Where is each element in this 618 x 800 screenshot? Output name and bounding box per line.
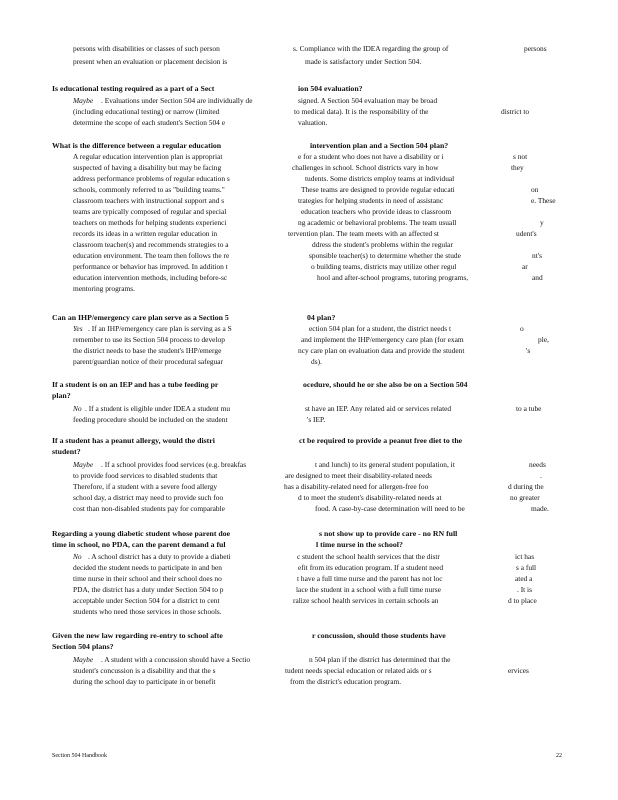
body-text: classroom teacher(s) and recommends strategies to a (73, 240, 229, 249)
body-text: from the district's education program. (290, 677, 402, 686)
answer-keyword: Maybe (73, 655, 94, 664)
body-text: classroom teachers with instructional support and s (73, 196, 225, 205)
body-text: made is satisfactory under Section 504. (305, 57, 422, 66)
body-text: sponsible teacher(s) to determine whether the stude (309, 251, 461, 260)
body-text: time nurse in their school and their school does no (73, 574, 222, 583)
body-text: trategies for helping students in need of assistanc (298, 196, 444, 205)
body-text: address performance problems of regular education s (73, 174, 230, 183)
body-text: d to meet the student's disability-related needs at (298, 493, 442, 502)
body-text: d to place (508, 596, 537, 605)
body-text: teams are typically composed of regular and special (73, 207, 227, 216)
body-text: ralize school health services in certain schools an (293, 596, 439, 605)
body-text: d during the (508, 482, 544, 491)
body-text: acceptable under Section 504 for a district to cent (73, 596, 220, 605)
body-text: teachers on methods for helping students experienci (73, 218, 227, 227)
body-text: feeding procedure should be included on the student (73, 415, 228, 424)
body-text: ection 504 plan for a student, the district needs t (309, 324, 452, 333)
body-text: parent/guardian notice of their procedural safeguar (73, 357, 223, 366)
answer-keyword: No (73, 552, 82, 561)
body-text: ict has (515, 552, 535, 561)
body-text: . If a student is eligible under IDEA a student mu (85, 404, 231, 413)
answer-keyword: Maybe (73, 96, 94, 105)
body-text: food. A case-by-case determination will need to be (315, 504, 465, 513)
question-heading: ion 504 evaluation? (298, 84, 363, 93)
body-text: mentoring programs. (73, 284, 135, 293)
body-text: n 504 plan if the district has determined that the (309, 655, 451, 664)
body-text: ddress the student's problems within the regular (312, 240, 453, 249)
body-text: and (532, 273, 543, 282)
question-heading: s not show up to provide care - no RN full (319, 529, 458, 538)
body-text: c student the school health services that the distr (297, 552, 440, 561)
body-text: challenges in school. School districts vary in how (292, 163, 439, 172)
body-text: . Evaluations under Section 504 are individually de (101, 96, 253, 105)
body-text: to a tube (516, 404, 542, 413)
question-heading: l time nurse in the school? (316, 540, 403, 549)
body-text: during the school day to participate in or benefit (73, 677, 216, 686)
body-text: cost than non-disabled students pay for comparable (73, 504, 225, 513)
body-text: to medical data). It is the responsibility of the (294, 107, 429, 116)
body-text: Therefore, if a student with a severe food allergy (73, 482, 218, 491)
body-text: student's concussion is a disability and that the s (73, 666, 216, 675)
body-text: lace the student in a school with a full time nurse (296, 585, 441, 594)
body-text: valuation. (298, 118, 328, 127)
question-heading: 04 plan? (307, 313, 336, 322)
body-text: schools, commonly referred to as "building teams." (73, 185, 225, 194)
question-heading: ct be required to provide a peanut free diet to the (299, 436, 463, 445)
body-text: tudents. Some districts employ teams at individual (305, 174, 455, 183)
question-heading: Regarding a young diabetic student whose parent doe (52, 529, 231, 538)
body-text: A regular education intervention plan is appropriat (73, 152, 223, 161)
body-text: tervention plan. The team meets with an affected st (288, 229, 439, 238)
body-text: . A school district has a duty to provide a diabeti (88, 552, 231, 561)
question-heading: Section 504 plans? (52, 642, 114, 651)
body-text: ervices (508, 666, 529, 675)
body-text: no greater (510, 493, 540, 502)
body-text: ple, (538, 335, 549, 344)
body-text: made. (531, 504, 549, 513)
body-text: education environment. The team then follows the re (73, 251, 230, 260)
question-heading: plan? (52, 391, 71, 400)
body-text: udent's (516, 229, 537, 238)
body-text: o building teams, districts may utilize other regul (311, 262, 457, 271)
body-text: . If an IHP/emergency care plan is serving as a S (88, 324, 232, 333)
body-text: PDA, the district has a duty under Section 504 to p (73, 585, 224, 594)
body-text: they (511, 163, 524, 172)
body-text: determine the scope of each student's Section 504 e (73, 118, 225, 127)
body-text: present when an evaluation or placement decision is (73, 57, 228, 66)
body-text: s not (513, 152, 528, 161)
footer-title: Section 504 Handbook (52, 753, 107, 759)
body-text: . A student with a concussion should have a Sectio (101, 655, 251, 664)
body-text: (including educational testing) or narrow (limited (73, 107, 220, 116)
body-text: ds). (311, 357, 322, 366)
body-text: 's (526, 346, 531, 355)
body-text: to provide food services to disabled students that (73, 471, 218, 480)
question-heading: time in school, no PDA, can the parent demand a ful (52, 540, 226, 549)
body-text: education teachers who provide ideas to classroom (301, 207, 452, 216)
body-text: These teams are designed to provide regular educati (301, 185, 455, 194)
body-text: persons with disabilities or classes of such person (73, 44, 220, 53)
answer-keyword: Yes (73, 324, 83, 333)
body-text: st have an IEP. Any related aid or services related (305, 404, 452, 413)
body-text: nt's (532, 251, 542, 260)
body-text: . It is (517, 585, 532, 594)
body-text: decided the student needs to participate in and ben (73, 563, 222, 572)
answer-keyword: Maybe (73, 460, 94, 469)
question-heading: ocedure, should he or she also be on a Section 504 (303, 380, 468, 389)
body-text: ar (522, 262, 528, 271)
body-text: hool and after-school programs, tutoring programs, (317, 273, 469, 282)
body-text: students who need those services in those schools. (73, 607, 222, 616)
body-text: district to (501, 107, 530, 116)
body-text: signed. A Section 504 evaluation may be broad (298, 96, 438, 105)
body-text: ated a (515, 574, 533, 583)
question-heading: student? (52, 447, 81, 456)
body-text: persons (524, 44, 547, 53)
question-heading: r concussion, should those students have (312, 631, 446, 640)
body-text: remember to use its Section 504 process to develop (73, 335, 225, 344)
question-heading: intervention plan and a Section 504 plan? (310, 141, 449, 150)
body-text: s. Compliance with the IDEA regarding the group of (293, 44, 449, 53)
body-text: t and lunch) to its general student population, it (315, 460, 455, 469)
body-text: 's IEP. (307, 415, 326, 424)
body-text: ncy care plan on evaluation data and provide the student (298, 346, 465, 355)
body-text: e for a student who does not have a disability or i (298, 152, 444, 161)
question-heading: Is educational testing required as a part of a Sect (52, 84, 215, 93)
body-text: t have a full time nurse and the parent has not loc (297, 574, 443, 583)
body-text: are designed to meet their disability-related needs (285, 471, 432, 480)
question-heading: If a student has a peanut allergy, would the distri (52, 436, 215, 445)
body-text: the district needs to base the student's IHP/emerge (73, 346, 222, 355)
body-text: on (531, 185, 539, 194)
body-text: s a full (516, 563, 537, 572)
body-text: performance or behavior has improved. In addition t (73, 262, 228, 271)
body-text: school day, a district may need to provide such foo (73, 493, 224, 502)
question-heading: Can an IHP/emergency care plan serve as a Section 5 (52, 313, 229, 322)
question-heading: If a student is on an IEP and has a tube feeding pr (52, 380, 219, 389)
question-heading: Given the new law regarding re-entry to school afte (52, 631, 223, 640)
answer-keyword: No (73, 404, 82, 413)
body-text: education intervention methods, including before-sc (73, 273, 228, 282)
body-text: efit from its education program. If a student need (298, 563, 444, 572)
body-text: ng academic or behavioral problems. The team usuall (298, 218, 457, 227)
body-text: . (540, 471, 542, 480)
body-text: e. These (531, 196, 556, 205)
page-number: 22 (556, 753, 562, 759)
body-text: suspected of having a disability but may be facing (73, 163, 222, 172)
body-text: . If a school provides food services (e.g. breakfas (101, 460, 247, 469)
body-text: has a disability-related need for allergen-free foo (284, 482, 429, 491)
question-heading: What is the difference between a regular education (52, 141, 222, 150)
body-text: records its ideas in a written regular education in (73, 229, 218, 238)
body-text: tudent needs special education or related aids or s (285, 666, 432, 675)
body-text: o (520, 324, 524, 333)
body-text: y (540, 218, 544, 227)
body-text: and implement the IHP/emergency care plan (for exam (301, 335, 464, 344)
body-text: needs (529, 460, 546, 469)
